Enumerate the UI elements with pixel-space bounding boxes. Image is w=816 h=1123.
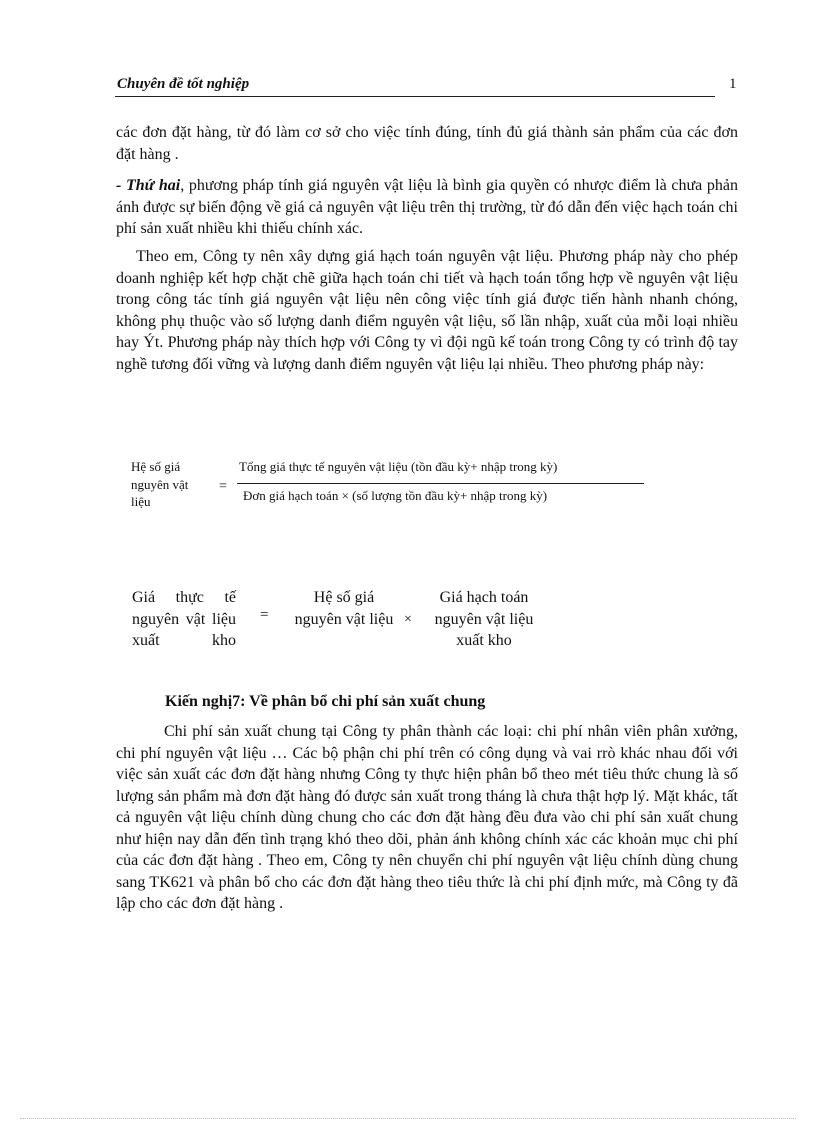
formula2-times: × — [404, 612, 412, 627]
paragraph-2 — [116, 175, 738, 240]
formula1-denominator: Đơn giá hạch toán × (số lượng tồn đầu kỳ+ nhập trong kỳ) — [243, 488, 548, 503]
formula1-lhs: Hệ số giá nguyên vật liệu — [131, 459, 189, 509]
formula1-fraction-bar — [237, 483, 644, 484]
header-title: Chuyên đề tốt nghiệp — [117, 76, 250, 92]
paragraph-2-lead: - Thứ hai — [116, 177, 181, 194]
formula1-numerator: Tổng giá thực tế nguyên vật liệu (tồn đầu kỳ+ nhập trong kỳ) — [239, 459, 558, 474]
page-number: 1 — [729, 76, 737, 92]
section-heading: Kiến nghị7: Về phân bổ chi phí sản xuất chung — [165, 693, 486, 710]
paragraph-3: Theo em, Công ty nên xây dựng giá hạch toán nguyên vật liệu. Phương pháp này cho phép doanh nghiệp kết hợp chặt chẽ giữa hạch toán chi tiết và hạch toán tổng hợp về nguyên vật liệu trong công tác tính giá nguyên vật liệu nên công việc tính giá được tiến hành nhanh chóng, không phụ thuộc vào số lượng danh điểm nguyên vật liệu, số lần nhập, xuất của mỗi loại nhiều hay Ýt. Phương pháp này thích hợp với Công ty vì đội ngũ kế toán trong Công ty có trình độ tay nghề tương đối vững và lượng danh điểm nguyên vật liệu lại nhiều. Theo phương pháp này: — [116, 248, 738, 373]
page-header — [115, 76, 740, 98]
section-body: Chi phí sản xuất chung tại Công ty phân thành các loại: chi phí nhân viên phân xưởng, chi phí nguyên vật liệu … Các bộ phận chi phí trên có công dụng và vai rrò khác nhau đối với việc sản xuất các đơn đặt hàng nhưng Công ty thực hiện phân bổ theo mét tiêu thức chung là số lượng sản phẩm mà đơn đặt hàng đó được sản xuất trong tháng là chưa thật hợp lý. Mặt khác, tất cả nguyên vật liệu chính dùng chung cho các đơn đặt hàng đều đưa vào chi phí sản xuất chung như hiện nay dẫn đến tình trạng khó theo dõi, phản ánh không chính xác các khoản mục chi phí của các đơn đặt hàng . Theo em, Công ty nên chuyển chi phí nguyên vật liệu chính dùng chung sang TK621 và phân bổ cho các đơn đặt hàng theo tiêu thức là chi phí định mức, mà Công ty đã lập cho các đơn đặt hàng . — [116, 723, 738, 912]
paragraph-1: các đơn đặt hàng, từ đó làm cơ sở cho việc tính đúng, tính đủ giá thành sản phẩm của các đơn đặt hàng . — [116, 124, 738, 163]
paragraph-2-text: , phương pháp tính giá nguyên vật liệu là bình gia quyền có nhược điểm là chưa phản ánh được sự biến động về giá cả nguyên vật liệu trên thị trường, từ đó dẫn đến việc hạch toán chi phí sản xuất nhiều khi thiếu chính xác. — [116, 177, 738, 237]
page-bottom-rule — [20, 1118, 796, 1119]
formula2-equals: = — [260, 607, 269, 623]
formula2-lhs: Giá thực tế nguyên vật liệu xuất kho — [132, 589, 236, 649]
formula1-equals: = — [219, 479, 227, 494]
header-rule — [115, 96, 715, 97]
formula2-right: Giá hạch toán nguyên vật liệu xuất kho — [434, 589, 534, 649]
formula2-middle: Hệ số giá nguyên vật liệu — [294, 589, 394, 628]
